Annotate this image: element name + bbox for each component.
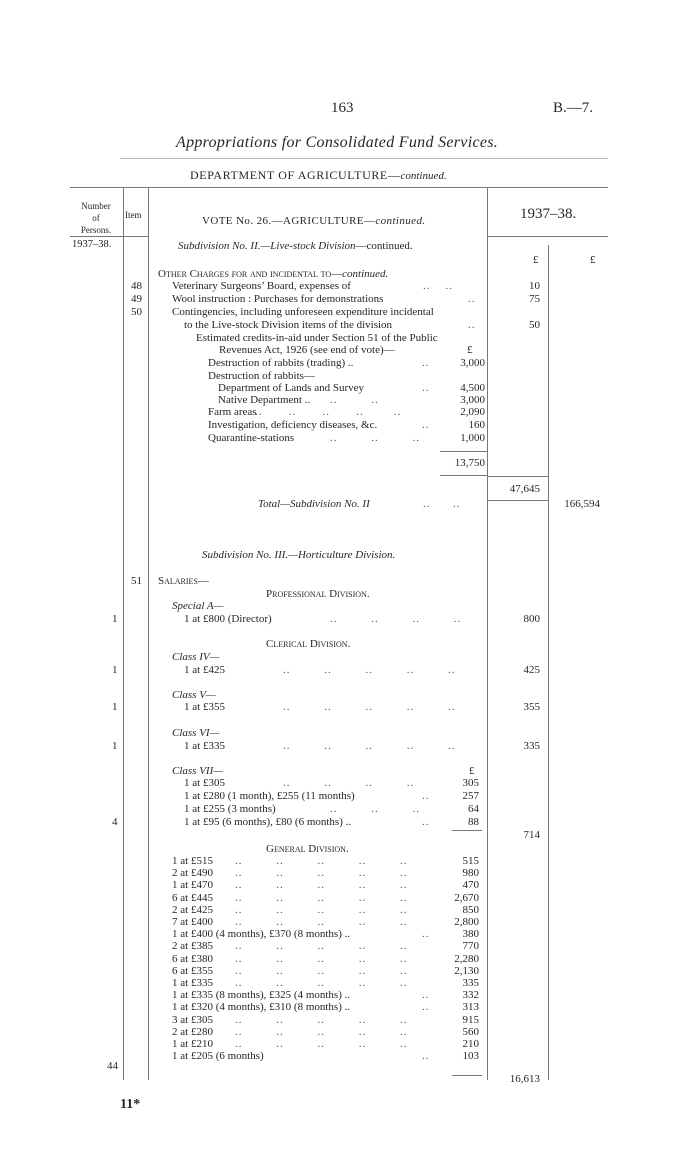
item-amount: 75: [529, 293, 540, 305]
leader-dots: ..: [422, 1001, 430, 1014]
credit-label: Native Department ..: [218, 394, 311, 406]
salary-amount: 210: [462, 1038, 479, 1050]
salary-amount: 425: [523, 664, 540, 676]
persons-count: 1: [112, 740, 118, 752]
leader-dots: .. .. .. .. ..: [235, 855, 408, 867]
subtotal-bottom-rule: [487, 500, 548, 501]
salary-line: 1 at £470: [172, 879, 213, 892]
item-description-cont: to the Live-stock Division items of the division: [184, 319, 393, 331]
class-label: Class V—: [172, 689, 216, 701]
title-rule: [120, 158, 608, 159]
credit-label: Department of Lands and Survey: [218, 382, 365, 394]
leader-dots: ..: [422, 928, 430, 941]
persons-year-label: 1937–38.: [72, 239, 112, 250]
clerical-division-heading: Clerical Division.: [266, 638, 351, 650]
credit-amount: 3,000: [460, 357, 485, 369]
table-top-rule: [70, 187, 608, 188]
salary-line: 1 at £800 (Director): [184, 613, 272, 625]
salary-amount: 800: [523, 613, 540, 625]
total-column-rule: [548, 245, 549, 1080]
item-number: 50: [131, 306, 142, 318]
credit-amount: 1,000: [460, 432, 485, 444]
subdivision-ii-subtotal: 47,645: [509, 483, 540, 495]
salary-line: 1 at £95 (6 months), £80 (6 months) ..: [184, 816, 352, 828]
salary-line: 1 at £335 (8 months), £325 (4 months) ..: [172, 989, 351, 1002]
salary-amount: 770: [462, 940, 479, 953]
leader-dots: .. .. .. .. ..: [235, 952, 408, 965]
salary-amount: 915: [462, 1013, 479, 1026]
credits-pound-sign: £: [467, 344, 473, 356]
salary-amount: 332: [462, 989, 479, 1002]
class-label: Class VI—: [172, 727, 220, 739]
salary-amount: 335: [462, 977, 479, 989]
page-title: Appropriations for Consolidated Fund Services.: [176, 134, 499, 151]
salary-amount: 2,130: [454, 964, 479, 977]
salary-line: 1 at £515: [172, 855, 213, 867]
credit-amount: 160: [468, 419, 485, 431]
leader-dots: .. .. .. .. ..: [235, 1025, 408, 1038]
credits-total-rule: [440, 475, 487, 476]
class-label: Class IV—: [172, 651, 220, 663]
leader-dots: .. .. .. .. ..: [235, 903, 408, 916]
salary-line: 2 at £280: [172, 1025, 213, 1038]
credits-intro: Estimated credits-in-aid under Section 51 of the Public: [196, 332, 438, 344]
salary-amount: 355: [523, 701, 540, 713]
item-amount: 50: [529, 319, 540, 331]
salary-line: 3 at £305: [172, 1013, 213, 1026]
salary-amount: 88: [468, 816, 479, 828]
general-rule: [452, 1075, 482, 1076]
item-description: Veterinary Surgeons’ Board, expenses of: [172, 280, 351, 292]
salary-line: 1 at £335: [184, 740, 225, 752]
salary-amount: 980: [462, 867, 479, 880]
persons-count: 1: [112, 701, 118, 713]
item-description: Wool instruction : Purchases for demonstrations: [172, 293, 384, 305]
leader-dots: .. .. .. .. ..: [235, 879, 408, 892]
salary-amount: 560: [462, 1025, 479, 1038]
subtotal-top-rule: [487, 476, 548, 477]
salary-line: 7 at £400: [172, 916, 213, 928]
leader-dots: .. .. .. .. ..: [235, 1013, 408, 1026]
class7-total: 714: [523, 829, 540, 841]
number-of-persons-header: Number of Persons.: [80, 201, 112, 235]
special-a-label: Special A—: [172, 600, 224, 612]
leader-dots: ..: [422, 1050, 430, 1063]
persons-header-rule: [70, 236, 148, 237]
leader-dots: .. .. .. .. ..: [235, 964, 408, 977]
salary-line: 1 at £355: [184, 701, 225, 713]
general-division-heading: General Division.: [266, 843, 349, 855]
salary-amount: 470: [462, 879, 479, 892]
credit-amount: 3,000: [460, 394, 485, 406]
class-label: Class VII—: [172, 765, 224, 777]
salary-amount: 2,800: [454, 916, 479, 928]
year-column-heading: 1937–38.: [520, 206, 577, 222]
salary-line: 1 at £400 (4 months), £370 (8 months) ..: [172, 928, 351, 941]
salary-amount: 103: [462, 1050, 479, 1063]
persons-column-rule: [123, 187, 124, 1080]
leader-dots: .. .. .. .. ..: [235, 1038, 408, 1050]
item-column-rule: [148, 187, 149, 1080]
salary-line: 1 at £335: [172, 977, 213, 989]
salary-amount: 335: [523, 740, 540, 752]
item-amount: 10: [529, 280, 540, 292]
item-number: 49: [131, 293, 142, 305]
salary-amount: 380: [462, 928, 479, 941]
general-division-total: 16,613: [509, 1073, 540, 1085]
total-subdivision-ii-label: Total—Subdivision No. II: [258, 498, 370, 510]
persons-count: 4: [112, 816, 118, 828]
professional-division-heading: Professional Division.: [266, 588, 370, 600]
credits-intro-cont: Revenues Act, 1926 (see end of vote)—: [219, 344, 395, 356]
vote-title: VOTE No. 26.—AGRICULTURE—continued.: [202, 215, 426, 227]
subdivision-iii-heading: Subdivision No. III.—Horticulture Division.: [202, 549, 396, 561]
salary-amount: 64: [468, 803, 479, 815]
credit-label: Farm areas: [208, 406, 257, 418]
salary-amount: 515: [462, 855, 479, 867]
persons-count: 44: [107, 1060, 118, 1072]
salary-line: 2 at £425: [172, 903, 213, 916]
class7-rule: [452, 830, 482, 831]
total-subdivision-ii: 166,594: [564, 498, 600, 510]
credits-rule: [440, 451, 487, 452]
salary-amount: 2,280: [454, 952, 479, 965]
salary-line: 1 at £205 (6 months): [172, 1050, 264, 1063]
salary-amount: 257: [462, 790, 479, 802]
leader-dots: .. .. .. .. ..: [235, 891, 408, 904]
salary-line: 1 at £305: [184, 777, 225, 789]
salary-line: 6 at £445: [172, 891, 213, 904]
credit-amount: 4,500: [460, 382, 485, 394]
item-description: Contingencies, including unforeseen expenditure incidental: [172, 306, 434, 318]
item-header: Item: [125, 210, 142, 220]
credit-label: Destruction of rabbits—: [208, 370, 315, 382]
credit-label: Quarantine-stations: [208, 432, 295, 444]
salaries-heading: Salaries—: [158, 575, 209, 587]
credit-label: Investigation, deficiency diseases, &c.: [208, 419, 378, 431]
persons-count: 1: [112, 664, 118, 676]
salary-line: 2 at £490: [172, 867, 213, 880]
salary-line: 1 at £425: [184, 664, 225, 676]
pound-sign-amount: £: [533, 254, 539, 266]
document-reference: B.—7.: [553, 100, 594, 116]
subdivision-ii-heading: Subdivision No. II.—Live-stock Division—continued.: [178, 240, 413, 252]
leader-dots: .. .. .. .. ..: [235, 940, 408, 953]
leader-dots: .. .. .. .. ..: [235, 916, 408, 928]
other-charges-heading: Other Charges for and incidental to—continued.: [158, 268, 389, 280]
salary-line: 1 at £255 (3 months): [184, 803, 276, 815]
salary-line: 1 at £320 (4 months), £310 (8 months) ..: [172, 1001, 351, 1014]
class7-pound-sign: £: [469, 765, 475, 777]
salary-amount: 850: [462, 903, 479, 916]
item-number: 48: [131, 280, 142, 292]
page-number: 163: [331, 100, 354, 116]
salary-amount: 2,670: [454, 891, 479, 904]
year-header-rule: [487, 236, 608, 237]
salary-line: 6 at £380: [172, 952, 213, 965]
department-heading: DEPARTMENT OF AGRICULTURE—continued.: [190, 168, 447, 182]
salary-amount: 313: [462, 1001, 479, 1014]
item-number: 51: [131, 575, 142, 587]
printer-signature-mark: 11*: [120, 1097, 141, 1112]
salary-line: 2 at £385: [172, 940, 213, 953]
salary-line: 1 at £210: [172, 1038, 213, 1050]
credits-total: 13,750: [454, 457, 485, 469]
persons-count: 1: [112, 613, 118, 625]
salary-amount: 305: [462, 777, 479, 789]
salary-line: 1 at £280 (1 month), £255 (11 months): [184, 790, 355, 802]
credit-label: Destruction of rabbits (trading) ..: [208, 357, 354, 369]
leader-dots: .. .. .. .. ..: [235, 867, 408, 880]
salary-line: 6 at £355: [172, 964, 213, 977]
pound-sign-total: £: [590, 254, 596, 266]
leader-dots: .. .. .. .. ..: [235, 977, 408, 989]
credit-amount: 2,090: [460, 406, 485, 418]
leader-dots: ..: [422, 989, 430, 1002]
